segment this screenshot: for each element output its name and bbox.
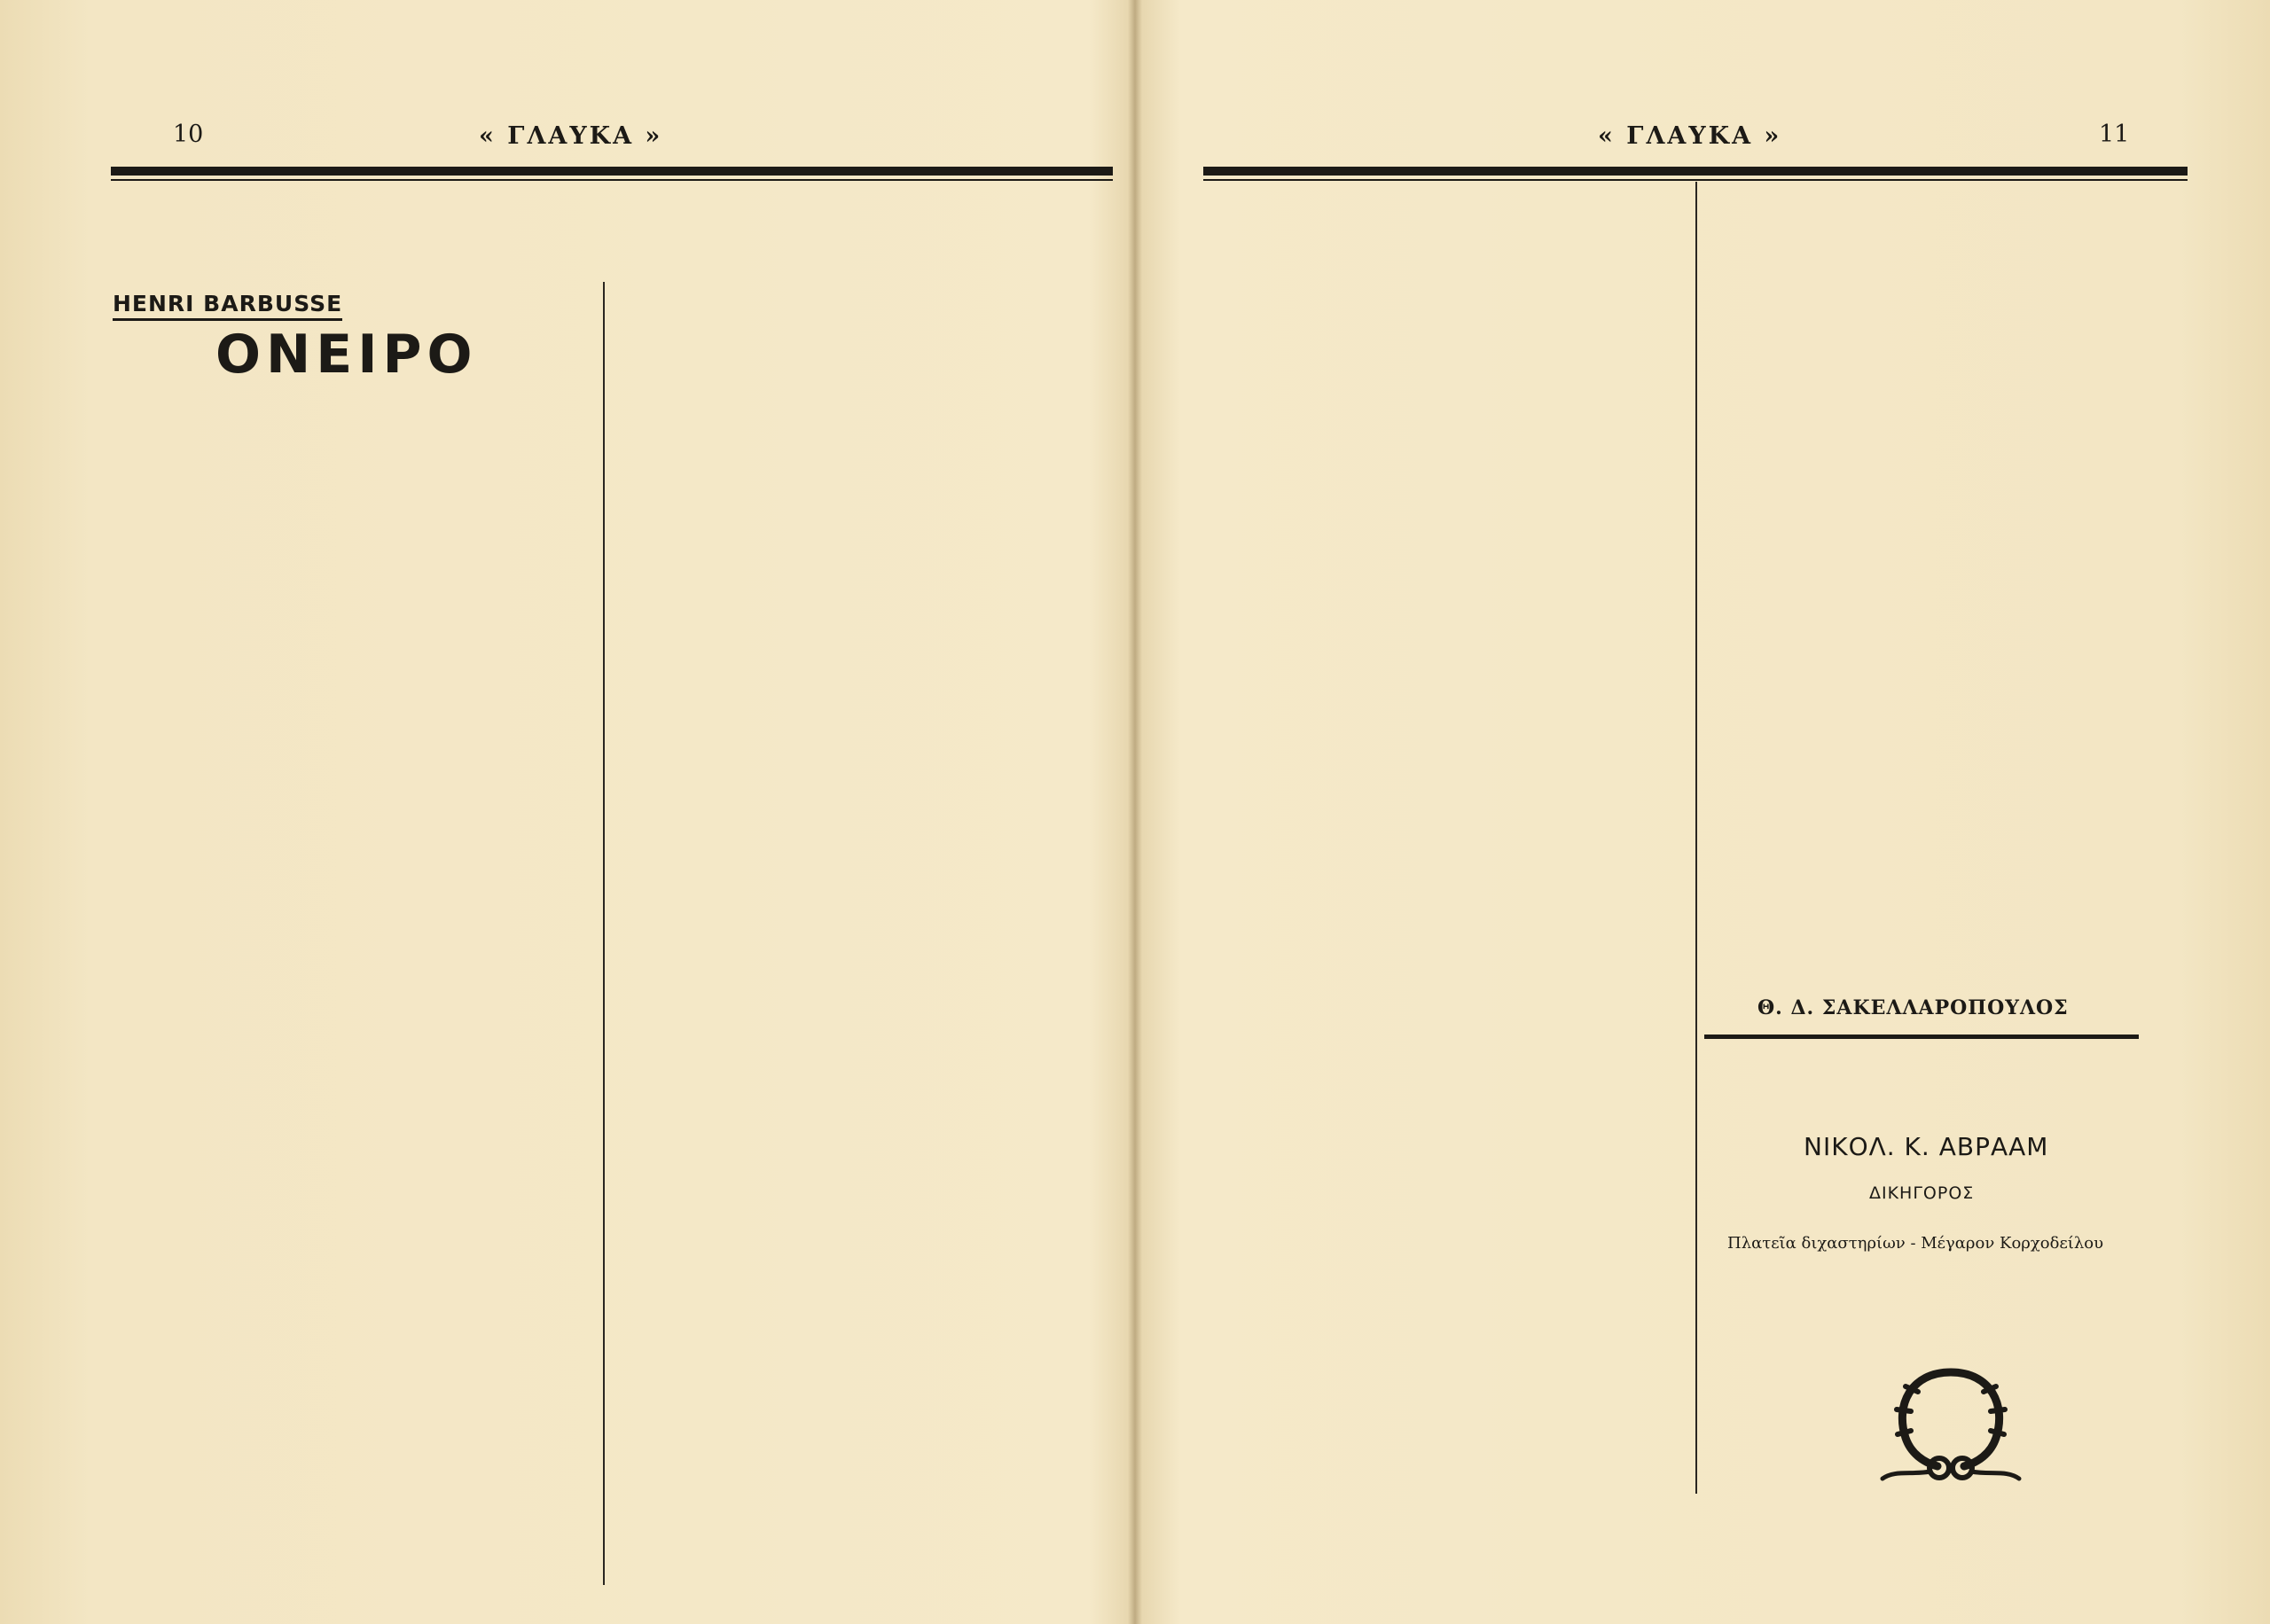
right-page-column-2 — [1704, 182, 2188, 980]
left-head-rule — [111, 167, 1113, 176]
right-head-rule — [1203, 167, 2188, 176]
left-head-rule-thin — [111, 179, 1113, 181]
signature-rule — [1704, 1035, 2139, 1039]
left-column-divider — [603, 282, 605, 1585]
right-running-head: « ΓΛΑΥΚΑ » — [1598, 122, 1782, 150]
article-author: HENRI BARBUSSE — [113, 291, 342, 321]
right-column-divider — [1695, 182, 1697, 1494]
left-page-column-2 — [616, 282, 1104, 1585]
left-running-head: « ΓΛΑΥΚΑ » — [479, 122, 663, 150]
ad-profession: ΔΙΚΗΓΟΡΟΣ — [1869, 1183, 1975, 1203]
left-page-column-1 — [113, 403, 591, 1582]
article-signature: Θ. Δ. ΣΑΚΕΛΛΑΡΟΠΟΥΛΟΣ — [1757, 996, 2069, 1019]
wreath-icon — [1875, 1356, 2026, 1489]
left-page — [0, 0, 1133, 1624]
ad-lawyer-name: ΝΙΚΟΛ. Κ. ΑΒΡΑΑΜ — [1804, 1132, 2049, 1161]
right-head-rule-thin — [1203, 179, 2188, 181]
right-page-column-1 — [1209, 182, 1687, 1489]
left-page-number: 10 — [173, 121, 204, 148]
ad-address: Πλατεῖα διχαστηρίων - Μέγαρον Κορχοδείλου — [1727, 1234, 2104, 1253]
right-page — [1137, 0, 2270, 1624]
right-page-number: 11 — [2099, 121, 2130, 148]
article-title: ΟΝΕΙΡΟ — [215, 324, 478, 386]
